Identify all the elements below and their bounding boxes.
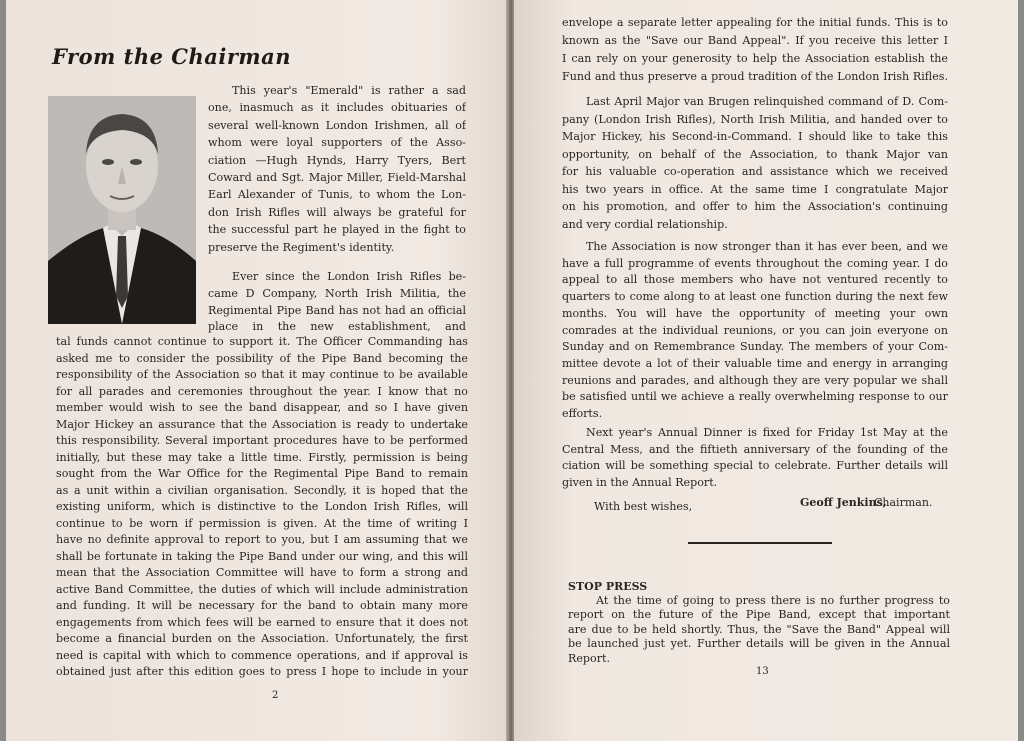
text-line: on his promotion, and offer to him the Association's continuing (562, 200, 948, 213)
left-page-number: 2 (272, 690, 279, 701)
text-line: this responsibility. Several important procedures have to be performed (56, 434, 468, 447)
text-line: become a financial burden on the Association. Unfortunately, the first (56, 632, 468, 645)
text-line: and very cordial relationship. (562, 217, 728, 231)
signoff-role: Chairman. (874, 496, 933, 509)
text-line: one, inasmuch as it includes obituaries of (208, 101, 466, 115)
text-line: Fund and thus preserve a proud tradition of the London Irish Rifles. (562, 70, 948, 83)
text-line: are due to be held shortly. Thus, the "Save the Band" Appeal will (568, 622, 950, 636)
text-line: as a unit within a civilian organisation. Secondly, it is hoped that the (56, 483, 468, 497)
text-line: At the time of going to press there is no further progress to (596, 594, 950, 607)
text-line: Central Mess, and the fiftieth anniversary of the founding of the (562, 442, 948, 456)
text-line: Last April Major van Brugen relinquished command of D. Com- (586, 95, 948, 108)
text-line: Earl Alexander of Tunis, to whom the Lon- (208, 188, 466, 202)
text-line: whom were loyal supporters of the Asso- (208, 136, 466, 150)
text-line: active Band Committee, the duties of which will include administration (56, 582, 468, 596)
text-line: given in the Annual Report. (562, 475, 718, 489)
text-line: efforts. (562, 407, 603, 420)
text-line: for all parades and ceremonies throughout the year. I know that no (56, 384, 468, 398)
text-line: have a full programme of events throughout the coming year. I do (562, 256, 948, 270)
text-line: The Association is now stronger than it has ever been, and we (586, 240, 948, 253)
text-line: sought from the War Office for the Regimental Pipe Band to remain (56, 467, 468, 480)
text-line: be launched just yet. Further details will be given in the Annual (568, 637, 950, 651)
text-line: envelope a separate letter appealing for the initial funds. This is to (562, 16, 948, 29)
text-line: ciation will be something special to celebrate. Further details will (562, 459, 948, 472)
right-page-number: 13 (756, 666, 769, 677)
text-line: don Irish Rifles will always be grateful for (208, 205, 466, 219)
text-line: existing uniform, which is distinctive to the London Irish Rifles, will (56, 500, 468, 513)
text-line: quarters to come along to at least one function during the next few (562, 290, 948, 304)
text-line: This year's "Emerald" is rather a sad (232, 84, 466, 97)
text-line: mean that the Association Committee will have to form a strong and (56, 566, 468, 579)
greeting: With best wishes, (594, 500, 693, 513)
text-line: Next year's Annual Dinner is fixed for Friday 1st May at the (586, 426, 948, 439)
text-line: pany (London Irish Rifles), North Irish Militia, and handed over to (562, 112, 948, 126)
text-line: the successful part he played in the fight to (208, 223, 466, 237)
text-line: appeal to all those members who have not ventured recently to (562, 273, 948, 287)
text-line: ciation —Hugh Hynds, Harry Tyers, Bert (208, 153, 466, 167)
text-line: continue to be worn if permission is given. At the time of writing I (56, 516, 468, 530)
text-line: be satisfied until we achieve a really overwhelming response to our (562, 390, 948, 404)
text-line: responsibility of the Association so that it may continue to be available (56, 368, 468, 381)
text-line: mittee devote a lot of their valuable time and energy in arranging (562, 356, 948, 370)
text-line: Major Hickey, his Second-in-Command. I should like to take this (562, 130, 948, 143)
text-line: member would wish to see the band disappear, and so I have given (56, 401, 468, 414)
text-line: engagements from which fees will be earned to ensure that it does not (56, 615, 468, 629)
text-line: shall be fortunate in taking the Pipe Band under our wing, and this will (56, 549, 468, 563)
section-divider (688, 542, 832, 544)
article-heading: From the Chairman (52, 44, 292, 69)
text-line: Sunday and on Remembrance Sunday. The members of your Com- (562, 340, 948, 354)
chairman-portrait-image (48, 96, 196, 324)
text-line: report on the future of the Pipe Band, except that important (568, 608, 950, 622)
text-line: for his valuable co-operation and assistance which we received (562, 165, 948, 178)
text-line: Major Hickey an assurance that the Association is ready to undertake (56, 417, 468, 431)
text-line: and funding. It will be necessary for the band to obtain many more (56, 599, 468, 612)
text-line: need is capital with which to commence operations, and if approval is (56, 648, 468, 662)
text-line: have no definite approval to report to you, but I am assuming that we (56, 533, 468, 546)
signoff-name: Geoff Jenkins, (800, 496, 887, 509)
text-line: several well-known London Irishmen, all of (208, 118, 466, 132)
text-line: Coward and Sgt. Major Miller, Field-Marshal (208, 171, 466, 184)
stop-press-title: STOP PRESS (568, 580, 648, 593)
text-line: Regimental Pipe Band has not had an official (208, 303, 466, 317)
text-line: months. You will have the opportunity of meeting your own (562, 306, 948, 320)
text-line: his two years in office. At the same time I congratulate Major (562, 182, 948, 196)
text-line: obtained just after this edition goes to press I hope to include in your (56, 665, 468, 678)
text-line: opportunity, on behalf of the Association, to thank Major van (562, 147, 948, 161)
text-line: comrades at the individual reunions, or you can join everyone on (562, 323, 948, 337)
text-line: reunions and parades, and although they are very popular we shall (562, 373, 948, 387)
text-line: tal funds cannot continue to support it. The Officer Commanding has (56, 335, 468, 348)
text-line: known as the "Save our Band Appeal". If you receive this letter I (562, 34, 948, 47)
text-line: I can rely on your generosity to help the Association establish the (562, 52, 948, 65)
text-line: place in the new establishment, and (208, 320, 466, 334)
text-line: Report. (568, 651, 610, 665)
text-line: came D Company, North Irish Militia, the (208, 286, 466, 300)
text-line: asked me to consider the possibility of the Pipe Band becoming the (56, 351, 468, 365)
portrait-drawing (48, 96, 196, 324)
text-line: Ever since the London Irish Rifles be- (232, 270, 466, 283)
text-line: preserve the Regiment's identity. (208, 240, 395, 254)
text-line: initially, but these may take a little time. Firstly, permission is being (56, 450, 468, 464)
